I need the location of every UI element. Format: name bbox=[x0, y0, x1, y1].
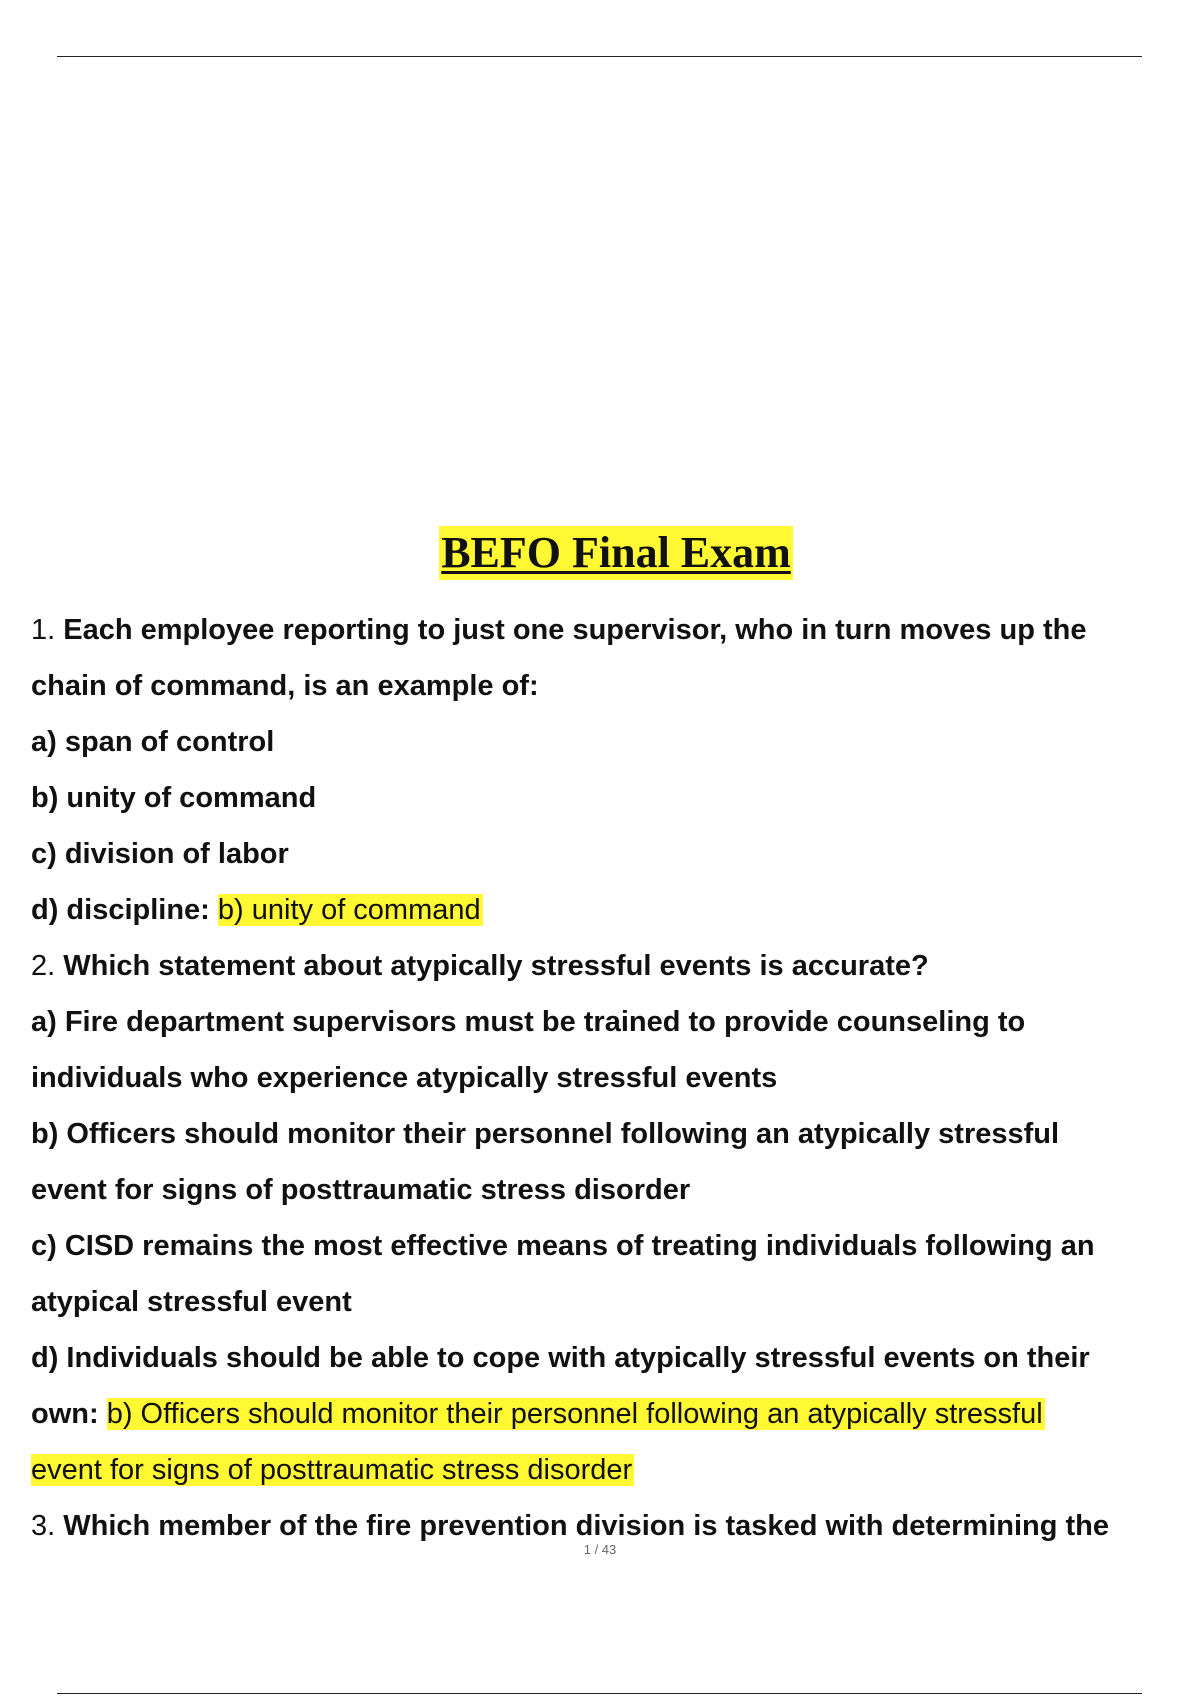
q3-number: 3. bbox=[31, 1510, 56, 1542]
page-indicator: 1 / 43 bbox=[583, 1542, 617, 1557]
q2-option-d-line1: d) Individuals should be able to cope with atypically stressful events on their bbox=[31, 1342, 1090, 1374]
q3-stem-line1: 3. Which member of the fire prevention division is tasked with determining the bbox=[31, 1510, 1110, 1542]
exam-content bbox=[31, 602, 1200, 1554]
q2-answer-highlight-line2: event for signs of posttraumatic stress disorder bbox=[31, 1454, 633, 1486]
document-title-wrap bbox=[0, 526, 1200, 580]
q1-option-b: b) unity of command bbox=[31, 782, 317, 814]
q2-answer-line2-row bbox=[31, 1442, 1200, 1498]
q2-option-a-line1: a) Fire department supervisors must be trained to provide counseling to bbox=[31, 1006, 1026, 1038]
q1-stem-line2: chain of command, is an example of: bbox=[31, 670, 539, 702]
q2-option-b-line1: b) Officers should monitor their personnel following an atypically stressful bbox=[31, 1118, 1060, 1150]
q1-option-d: d) discipline: bbox=[31, 894, 210, 926]
q2-answer-highlight-line1: b) Officers should monitor their personnel following an atypically stressful bbox=[106, 1398, 1043, 1430]
q1-number: 1. bbox=[31, 614, 56, 646]
bottom-rule bbox=[57, 1693, 1142, 1694]
q1-option-c: c) division of labor bbox=[31, 838, 289, 870]
q1-option-d-with-answer bbox=[31, 882, 1200, 938]
q2-option-d-line2-with-answer bbox=[31, 1386, 1200, 1442]
q2-option-b-line2: event for signs of posttraumatic stress disorder bbox=[31, 1174, 691, 1206]
q2-option-a-line2: individuals who experience atypically stressful events bbox=[31, 1062, 778, 1094]
document-title: BEFO Final Exam bbox=[439, 526, 793, 580]
q2-stem: 2. Which statement about atypically stressful events is accurate? bbox=[31, 950, 929, 982]
q2-option-d-line2: own: bbox=[31, 1398, 99, 1430]
q2-option-c-line1: c) CISD remains the most effective means of treating individuals following an bbox=[31, 1230, 1095, 1262]
q2-option-c-line2: atypical stressful event bbox=[31, 1286, 352, 1318]
q2-number: 2. bbox=[31, 950, 56, 982]
q1-stem-line1: 1. Each employee reporting to just one supervisor, who in turn moves up the bbox=[31, 614, 1087, 646]
top-rule bbox=[57, 56, 1142, 57]
q1-option-a: a) span of control bbox=[31, 726, 275, 758]
q1-answer-highlight: b) unity of command bbox=[217, 894, 481, 926]
